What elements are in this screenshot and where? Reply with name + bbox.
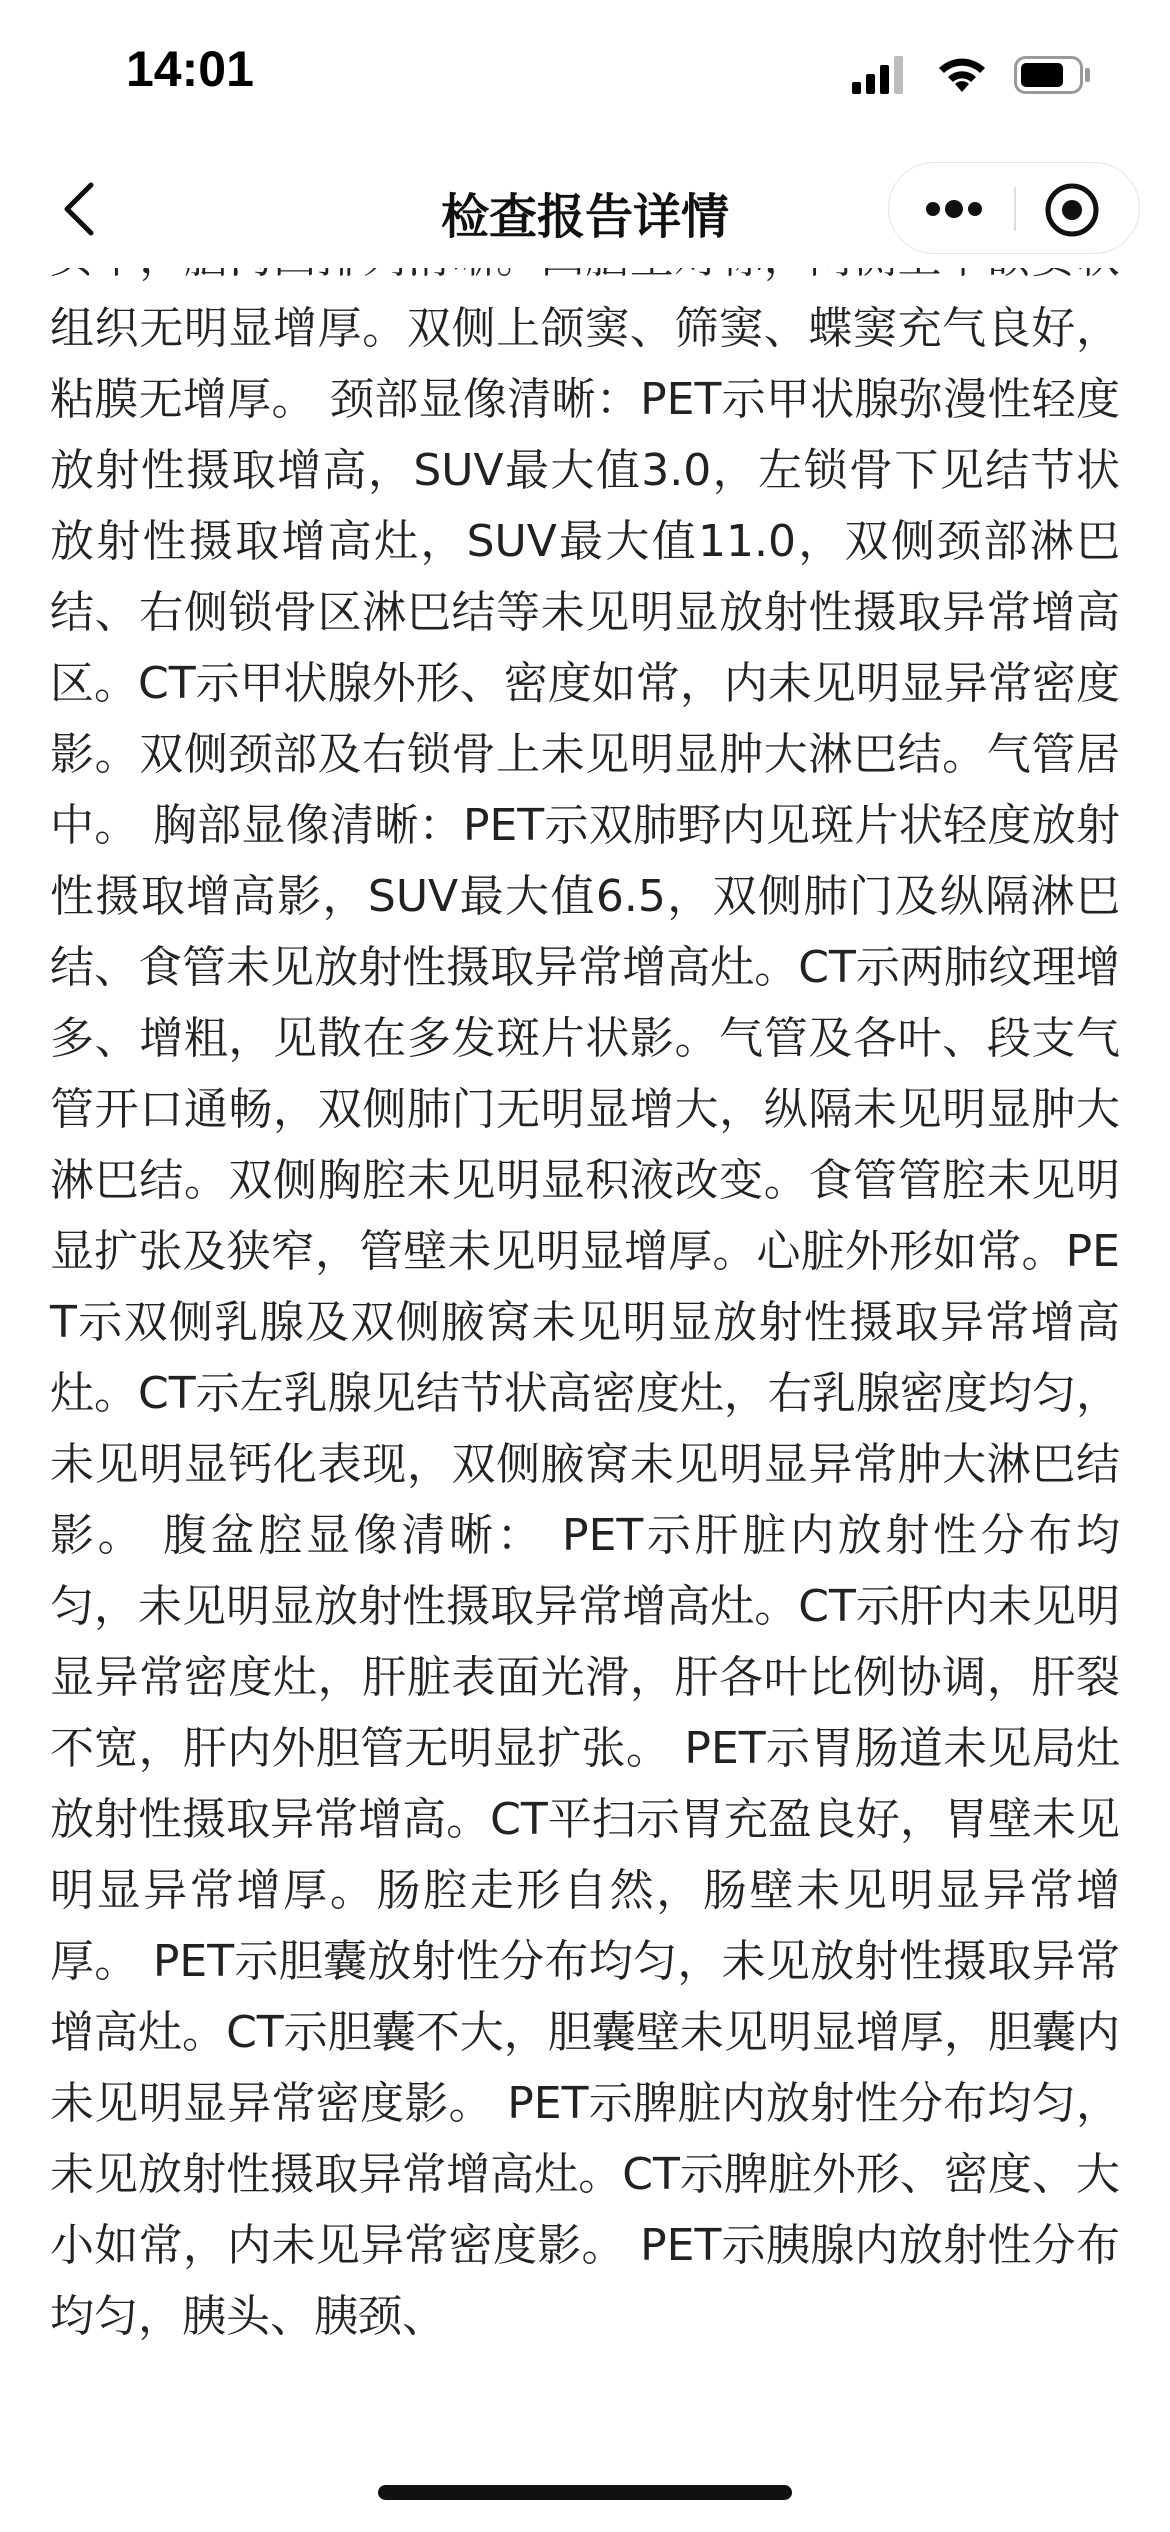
mini-program-capsule bbox=[888, 162, 1140, 254]
battery-icon bbox=[1014, 56, 1092, 94]
report-content[interactable] bbox=[0, 268, 1170, 2532]
home-indicator[interactable] bbox=[378, 2485, 792, 2500]
report-text: 组织无明显增厚。双侧上颌窦、筛窦、蝶窦充气良好，粘膜无增厚。 颈部显像清晰：PET示甲状腺弥漫性轻度放射性摄取增高，SUV最大值3.0，左锁骨下见结节状放射性摄取增高灶，SUV最大值11.0，双侧颈部淋巴结、右侧锁骨区淋巴结等未见明显放射性摄取异常增高区。CT示甲状腺外形、密度如常，内未见明显异常密度影。双侧颈部及右锁骨上未见明显肿大淋巴结。气管居中。 胸部显像清晰：PET示双肺野内见斑片状轻度放射性摄取增高影，SUV最大值6.5，双侧肺门及纵隔淋巴结、食管未见放射性摄取异常增高灶。CT示两肺纹理增多、增粗，见散在多发斑片状影。气管及各叶、段支气管开口通畅，双侧肺门无明显增大，纵隔未见明显肿大淋巴结。双侧胸腔未见明显积液改变。食管管腔未见明显扩张及狭窄，管壁未见明显增厚。心脏外形如常。PET示双侧乳腺及双侧腋窝未见明显放射性摄取异常增高灶。CT示左乳腺见结节状高密度灶，右乳腺密度均匀，未见明显钙化表现，双侧腋窝未见明显异常肿大淋巴结影。 腹盆腔显像清晰： PET示肝脏内放射性分布均匀，未见明显放射性摄取异常增高灶。CT示肝内未见明显异常密度灶，肝脏表面光滑，肝各叶比例协调，肝裂不宽，肝内外胆管无明显扩张。 PET示胃肠道未见局灶放射性摄取异常增高。CT平扫示胃充盈良好，胃壁未见明显异常增厚。肠腔走形自然，肠壁未见明显异常增厚。 PET示胆囊放射性分布均匀，未见放射性摄取异常增高灶。CT示胆囊不大，胆囊壁未见明显增厚，胆囊内未见明显异常密度影。 PET示脾脏内放射性分布均匀，未见放射性摄取异常增高灶。CT示脾脏外形、密度、大小如常，内未见异常密度影。 PET示胰腺内放射性分布均匀，胰头、胰颈、 bbox=[50, 303, 1120, 2342]
more-dots-icon bbox=[923, 199, 985, 219]
page-title: 检查报告详情 bbox=[440, 189, 729, 245]
status-bar bbox=[0, 0, 1170, 150]
capsule-divider bbox=[1014, 187, 1016, 231]
more-button[interactable] bbox=[923, 189, 985, 229]
close-button[interactable] bbox=[1043, 181, 1101, 239]
status-icons bbox=[852, 56, 1092, 94]
wifi-icon bbox=[936, 56, 988, 94]
close-circle-icon bbox=[1043, 181, 1101, 239]
status-time: 14:01 bbox=[126, 41, 254, 97]
nav-bar bbox=[0, 150, 1170, 268]
cellular-signal-icon bbox=[852, 56, 910, 94]
